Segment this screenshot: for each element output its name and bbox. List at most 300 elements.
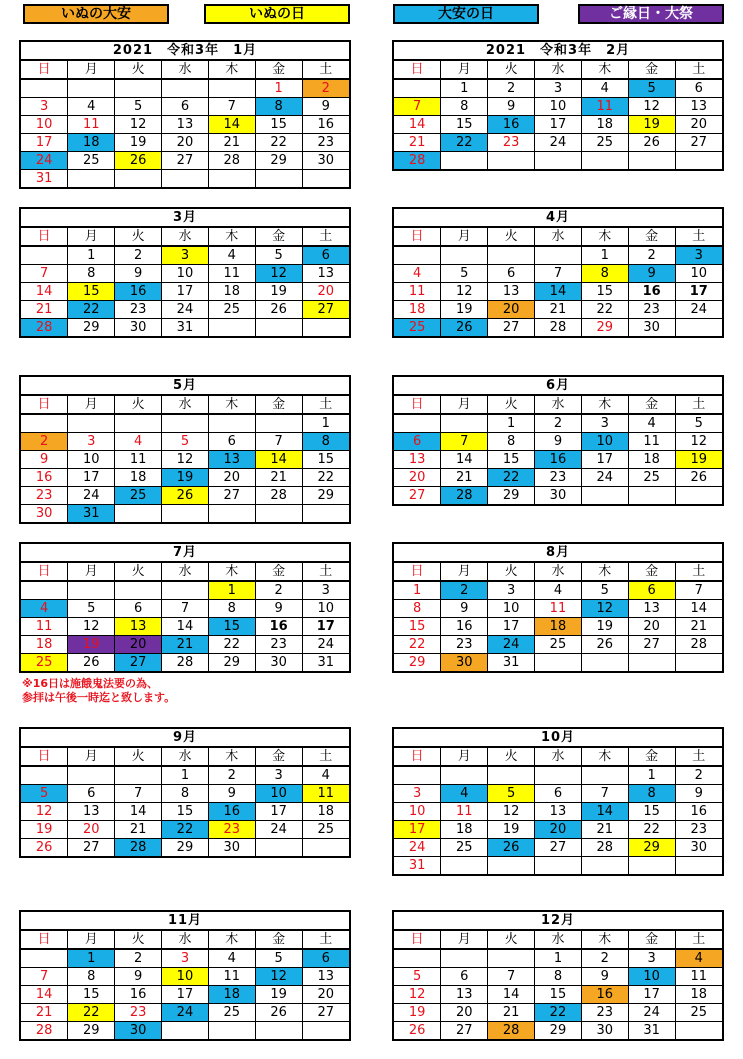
weekday-label: 水 [535, 563, 582, 581]
day-cell: 16 [535, 451, 582, 469]
weekday-header-row [394, 61, 722, 79]
weekday-label: 土 [675, 396, 722, 414]
day-cell: 14 [255, 451, 302, 469]
weekday-header-row [394, 396, 722, 414]
weekday-label: 金 [628, 61, 675, 79]
weekday-label: 金 [255, 61, 302, 79]
day-cell: 15 [68, 283, 115, 301]
day-cell: 5 [255, 246, 302, 265]
week-row [394, 98, 722, 116]
day-cell: 2 [208, 766, 255, 785]
day-cell: 27 [441, 1022, 488, 1040]
weekday-label: 火 [115, 748, 162, 766]
day-cell: 8 [68, 968, 115, 986]
day-cell: 2 [675, 766, 722, 785]
day-cell: 16 [115, 986, 162, 1004]
memorial-note [22, 677, 175, 705]
day-cell: 22 [208, 636, 255, 654]
day-cell: 24 [21, 152, 68, 170]
day-cell: 11 [535, 600, 582, 618]
day-cell: 28 [208, 152, 255, 170]
day-cell: 9 [535, 433, 582, 451]
day-cell: 17 [68, 469, 115, 487]
day-cell: 20 [115, 636, 162, 654]
day-cell: 29 [68, 319, 115, 337]
day-cell: 28 [581, 839, 628, 857]
weekday-label: 土 [302, 563, 349, 581]
week-row [394, 152, 722, 170]
day-cell: 20 [394, 469, 441, 487]
weekday-label: 日 [394, 228, 441, 246]
day-cell: 9 [302, 98, 349, 116]
weekday-label: 金 [628, 931, 675, 949]
day-cell: 10 [68, 451, 115, 469]
week-row [394, 487, 722, 505]
day-cell: 9 [115, 265, 162, 283]
day-cell: 25 [208, 1004, 255, 1022]
day-cell: 16 [488, 116, 535, 134]
day-cell: 29 [255, 152, 302, 170]
weekday-label: 水 [535, 931, 582, 949]
weekday-header-row [394, 563, 722, 581]
week-row [394, 766, 722, 785]
day-cell: 9 [115, 968, 162, 986]
week-row [21, 821, 349, 839]
day-cell: 11 [394, 283, 441, 301]
day-cell: 1 [68, 246, 115, 265]
empty-cell [162, 581, 209, 600]
weekday-label: 金 [628, 396, 675, 414]
month-title: 3月 [21, 209, 349, 228]
day-cell: 27 [68, 839, 115, 857]
day-cell: 12 [675, 433, 722, 451]
day-cell: 3 [162, 246, 209, 265]
day-cell: 14 [394, 116, 441, 134]
day-cell: 16 [441, 618, 488, 636]
day-cell: 4 [535, 581, 582, 600]
day-cell: 22 [302, 469, 349, 487]
day-cell: 31 [628, 1022, 675, 1040]
weekday-label: 月 [441, 563, 488, 581]
day-cell: 12 [115, 116, 162, 134]
empty-cell [255, 170, 302, 188]
day-cell: 7 [535, 265, 582, 283]
empty-cell [441, 857, 488, 875]
day-cell: 29 [302, 487, 349, 505]
month-table [394, 61, 722, 169]
day-cell: 7 [581, 785, 628, 803]
empty-cell [581, 766, 628, 785]
week-row [21, 1004, 349, 1022]
day-cell: 13 [628, 600, 675, 618]
day-cell: 21 [581, 821, 628, 839]
empty-cell [68, 766, 115, 785]
day-cell: 24 [68, 487, 115, 505]
legend-inu-day: いぬの日 [204, 4, 350, 24]
weekday-label: 日 [21, 396, 68, 414]
month-title: 8月 [394, 544, 722, 563]
day-cell: 28 [441, 487, 488, 505]
day-cell: 14 [162, 618, 209, 636]
day-cell: 20 [441, 1004, 488, 1022]
day-cell: 19 [68, 636, 115, 654]
empty-cell [208, 1022, 255, 1040]
day-cell: 5 [675, 414, 722, 433]
week-row [21, 600, 349, 618]
day-cell: 10 [302, 600, 349, 618]
empty-cell [302, 839, 349, 857]
empty-cell [162, 1022, 209, 1040]
day-cell: 13 [441, 986, 488, 1004]
month-calendar [392, 207, 724, 338]
empty-cell [302, 319, 349, 337]
weekday-header-row [21, 61, 349, 79]
empty-cell [535, 246, 582, 265]
weekday-label: 火 [115, 228, 162, 246]
week-row [21, 968, 349, 986]
day-cell: 13 [394, 451, 441, 469]
day-cell: 10 [162, 265, 209, 283]
day-cell: 5 [488, 785, 535, 803]
day-cell: 24 [255, 821, 302, 839]
month-calendar [19, 207, 351, 338]
weekday-label: 水 [162, 228, 209, 246]
weekday-label: 木 [208, 61, 255, 79]
day-cell: 5 [441, 265, 488, 283]
day-cell: 1 [535, 949, 582, 968]
day-cell: 15 [581, 283, 628, 301]
empty-cell [68, 170, 115, 188]
day-cell: 13 [68, 803, 115, 821]
week-row [394, 116, 722, 134]
weekday-label: 土 [675, 748, 722, 766]
day-cell: 27 [535, 839, 582, 857]
day-cell: 20 [162, 134, 209, 152]
day-cell: 5 [68, 600, 115, 618]
empty-cell [68, 581, 115, 600]
day-cell: 31 [488, 654, 535, 672]
month-calendar [19, 910, 351, 1041]
weekday-label: 金 [255, 396, 302, 414]
day-cell: 14 [581, 803, 628, 821]
weekday-label: 月 [68, 61, 115, 79]
weekday-header-row [21, 563, 349, 581]
day-cell: 15 [208, 618, 255, 636]
week-row [394, 433, 722, 451]
day-cell: 4 [115, 433, 162, 451]
weekday-label: 火 [115, 931, 162, 949]
weekday-label: 木 [208, 931, 255, 949]
day-cell: 5 [628, 79, 675, 98]
week-row [394, 821, 722, 839]
day-cell: 6 [162, 98, 209, 116]
month-table [394, 748, 722, 874]
week-row [394, 301, 722, 319]
empty-cell [68, 79, 115, 98]
day-cell: 19 [581, 618, 628, 636]
month-title: 5月 [21, 377, 349, 396]
day-cell: 18 [535, 618, 582, 636]
weekday-label: 土 [675, 61, 722, 79]
empty-cell [394, 79, 441, 98]
week-row [21, 636, 349, 654]
week-row [21, 487, 349, 505]
day-cell: 10 [581, 433, 628, 451]
month-title: 6月 [394, 377, 722, 396]
day-cell: 25 [581, 134, 628, 152]
day-cell: 2 [302, 79, 349, 98]
weekday-label: 日 [21, 563, 68, 581]
month-table [21, 563, 349, 671]
day-cell: 1 [208, 581, 255, 600]
month-calendar [392, 542, 724, 673]
weekday-label: 月 [68, 228, 115, 246]
empty-cell [628, 857, 675, 875]
day-cell: 4 [208, 949, 255, 968]
empty-cell [581, 152, 628, 170]
day-cell: 8 [302, 433, 349, 451]
day-cell: 7 [255, 433, 302, 451]
day-cell: 9 [675, 785, 722, 803]
day-cell: 3 [675, 246, 722, 265]
week-row [21, 319, 349, 337]
day-cell: 4 [68, 98, 115, 116]
empty-cell [255, 839, 302, 857]
weekday-label: 金 [255, 228, 302, 246]
empty-cell [162, 79, 209, 98]
note-line-1: ※16日は施餓鬼法要の為、 [22, 677, 159, 690]
day-cell: 26 [21, 839, 68, 857]
empty-cell [21, 79, 68, 98]
day-cell: 19 [255, 283, 302, 301]
weekday-label: 火 [115, 61, 162, 79]
day-cell: 22 [394, 636, 441, 654]
day-cell: 13 [302, 968, 349, 986]
day-cell: 28 [21, 1022, 68, 1040]
day-cell: 10 [21, 116, 68, 134]
day-cell: 15 [394, 618, 441, 636]
weekday-label: 日 [21, 61, 68, 79]
day-cell: 3 [162, 949, 209, 968]
week-row [394, 79, 722, 98]
weekday-label: 木 [208, 228, 255, 246]
day-cell: 19 [441, 301, 488, 319]
day-cell: 28 [394, 152, 441, 170]
empty-cell [394, 414, 441, 433]
day-cell: 25 [441, 839, 488, 857]
week-row [21, 170, 349, 188]
day-cell: 31 [394, 857, 441, 875]
weekday-label: 日 [394, 61, 441, 79]
day-cell: 18 [675, 986, 722, 1004]
day-cell: 19 [394, 1004, 441, 1022]
day-cell: 3 [302, 581, 349, 600]
day-cell: 23 [581, 1004, 628, 1022]
weekday-header-row [21, 748, 349, 766]
day-cell: 17 [394, 821, 441, 839]
day-cell: 11 [208, 968, 255, 986]
empty-cell [68, 414, 115, 433]
weekday-label: 日 [21, 931, 68, 949]
day-cell: 30 [628, 319, 675, 337]
empty-cell [255, 1022, 302, 1040]
week-row [21, 1022, 349, 1040]
day-cell: 25 [208, 301, 255, 319]
day-cell: 8 [162, 785, 209, 803]
day-cell: 9 [581, 968, 628, 986]
day-cell: 26 [255, 1004, 302, 1022]
day-cell: 16 [255, 618, 302, 636]
empty-cell [488, 152, 535, 170]
month-title: 12月 [394, 912, 722, 931]
week-row [394, 803, 722, 821]
month-calendar [19, 40, 351, 189]
weekday-label: 木 [581, 931, 628, 949]
day-cell: 18 [115, 469, 162, 487]
day-cell: 18 [441, 821, 488, 839]
day-cell: 22 [68, 301, 115, 319]
day-cell: 30 [255, 654, 302, 672]
day-cell: 18 [68, 134, 115, 152]
weekday-label: 水 [162, 748, 209, 766]
week-row [394, 134, 722, 152]
empty-cell [394, 766, 441, 785]
day-cell: 11 [115, 451, 162, 469]
day-cell: 28 [675, 636, 722, 654]
day-cell: 29 [162, 839, 209, 857]
day-cell: 21 [208, 134, 255, 152]
day-cell: 20 [535, 821, 582, 839]
day-cell: 16 [21, 469, 68, 487]
day-cell: 28 [488, 1022, 535, 1040]
day-cell: 27 [162, 152, 209, 170]
day-cell: 9 [488, 98, 535, 116]
month-calendar [392, 727, 724, 876]
week-row [394, 785, 722, 803]
day-cell: 6 [68, 785, 115, 803]
day-cell: 26 [488, 839, 535, 857]
weekday-label: 火 [115, 396, 162, 414]
day-cell: 19 [21, 821, 68, 839]
week-row [394, 451, 722, 469]
weekday-label: 木 [208, 563, 255, 581]
day-cell: 21 [441, 469, 488, 487]
week-row [21, 283, 349, 301]
empty-cell [255, 319, 302, 337]
week-row [394, 600, 722, 618]
day-cell: 14 [675, 600, 722, 618]
day-cell: 9 [441, 600, 488, 618]
weekday-label: 金 [255, 563, 302, 581]
empty-cell [208, 505, 255, 523]
day-cell: 14 [441, 451, 488, 469]
weekday-label: 水 [162, 931, 209, 949]
day-cell: 15 [628, 803, 675, 821]
day-cell: 6 [302, 949, 349, 968]
day-cell: 1 [441, 79, 488, 98]
empty-cell [394, 246, 441, 265]
weekday-label: 土 [302, 396, 349, 414]
week-row [394, 1022, 722, 1040]
day-cell: 12 [162, 451, 209, 469]
day-cell: 8 [255, 98, 302, 116]
month-table [394, 931, 722, 1039]
week-row [21, 301, 349, 319]
empty-cell [302, 505, 349, 523]
week-row [394, 636, 722, 654]
day-cell: 27 [115, 654, 162, 672]
week-row [21, 152, 349, 170]
day-cell: 22 [488, 469, 535, 487]
weekday-label: 水 [162, 61, 209, 79]
day-cell: 7 [21, 265, 68, 283]
day-cell: 1 [581, 246, 628, 265]
weekday-label: 金 [628, 563, 675, 581]
day-cell: 15 [535, 986, 582, 1004]
day-cell: 13 [535, 803, 582, 821]
empty-cell [581, 654, 628, 672]
day-cell: 28 [21, 319, 68, 337]
weekday-label: 月 [441, 748, 488, 766]
day-cell: 17 [21, 134, 68, 152]
day-cell: 8 [581, 265, 628, 283]
empty-cell [115, 766, 162, 785]
weekday-label: 月 [68, 931, 115, 949]
weekday-label: 土 [302, 748, 349, 766]
day-cell: 31 [21, 170, 68, 188]
day-cell: 6 [675, 79, 722, 98]
day-cell: 26 [628, 134, 675, 152]
day-cell: 5 [255, 949, 302, 968]
legend-taian-day: 大安の日 [393, 4, 539, 24]
day-cell: 15 [488, 451, 535, 469]
day-cell: 26 [68, 654, 115, 672]
day-cell: 21 [115, 821, 162, 839]
week-row [21, 116, 349, 134]
empty-cell [488, 949, 535, 968]
day-cell: 25 [628, 469, 675, 487]
day-cell: 23 [628, 301, 675, 319]
day-cell: 17 [162, 283, 209, 301]
empty-cell [115, 170, 162, 188]
weekday-label: 火 [488, 931, 535, 949]
day-cell: 11 [441, 803, 488, 821]
day-cell: 6 [535, 785, 582, 803]
weekday-header-row [21, 396, 349, 414]
day-cell: 2 [535, 414, 582, 433]
day-cell: 5 [394, 968, 441, 986]
weekday-header-row [21, 931, 349, 949]
day-cell: 24 [675, 301, 722, 319]
week-row [21, 654, 349, 672]
month-title: 2021 令和3年 2月 [394, 42, 722, 61]
day-cell: 18 [21, 636, 68, 654]
empty-cell [21, 414, 68, 433]
day-cell: 1 [394, 581, 441, 600]
day-cell: 14 [535, 283, 582, 301]
empty-cell [535, 152, 582, 170]
day-cell: 25 [302, 821, 349, 839]
day-cell: 12 [255, 265, 302, 283]
week-row [21, 98, 349, 116]
empty-cell [115, 414, 162, 433]
empty-cell [628, 654, 675, 672]
day-cell: 13 [675, 98, 722, 116]
empty-cell [21, 581, 68, 600]
day-cell: 20 [68, 821, 115, 839]
day-cell: 5 [162, 433, 209, 451]
day-cell: 21 [535, 301, 582, 319]
